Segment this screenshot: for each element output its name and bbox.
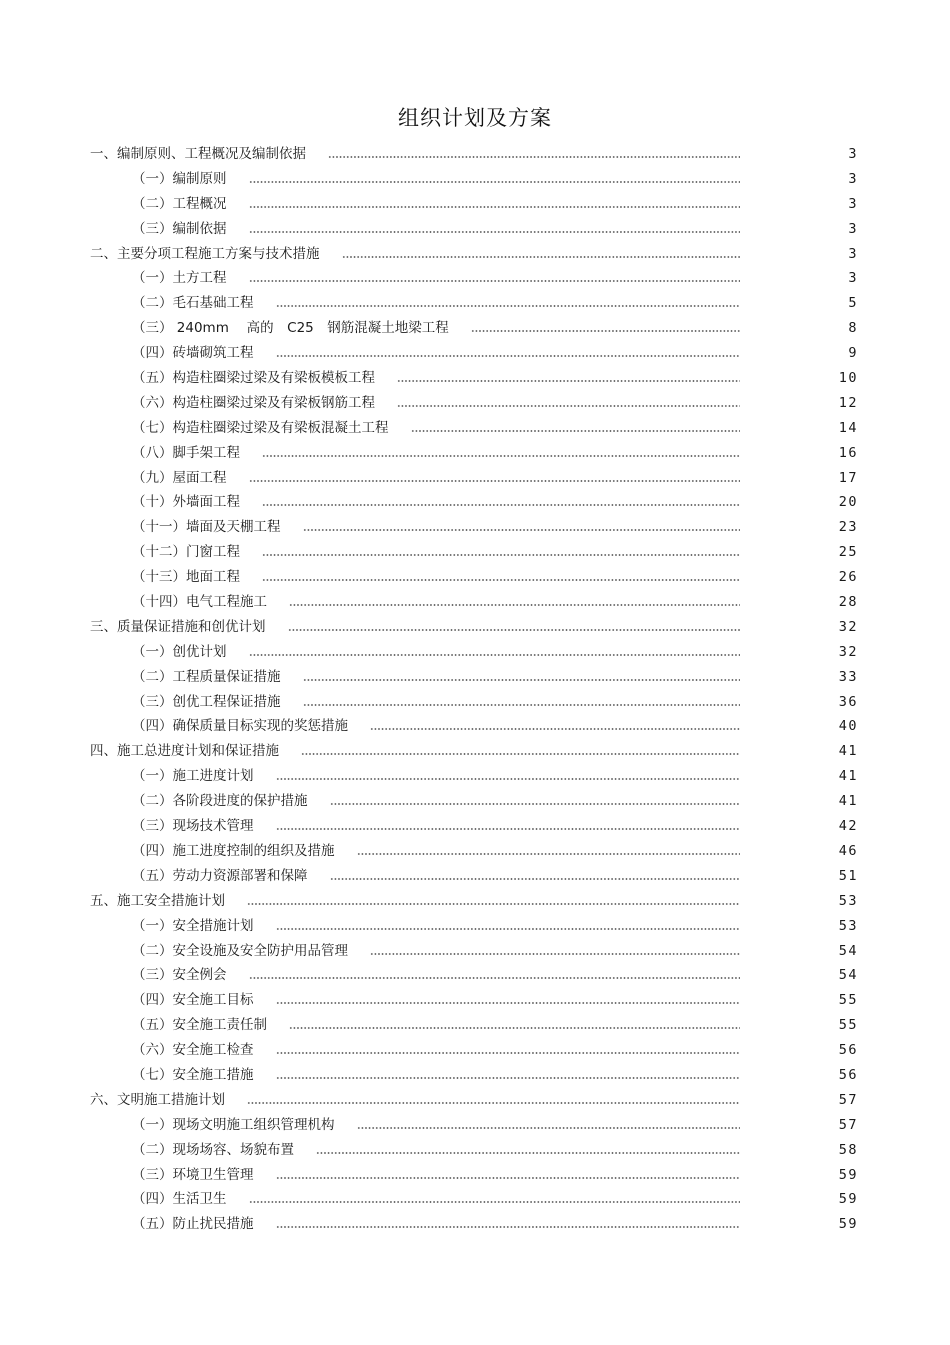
toc-entry-page-number: 25 — [838, 544, 858, 561]
toc-entry-page-number: 53 — [838, 917, 858, 934]
toc-entry-page-number: 59 — [838, 1216, 858, 1233]
toc-entry-page-number: 56 — [838, 1066, 858, 1083]
toc-entry — [0, 266, 950, 291]
toc-dot-leader — [249, 1201, 740, 1203]
toc-dot-leader — [276, 1052, 740, 1054]
toc-dot-leader — [247, 903, 740, 905]
toc-entry-title: （四）施工进度控制的组织及措施 — [132, 842, 335, 859]
toc-entry — [0, 914, 950, 939]
toc-dot-leader — [397, 380, 740, 382]
toc-entry-title: 一、编制原则、工程概况及编制依据 — [90, 146, 306, 162]
toc-dot-leader — [330, 803, 740, 805]
toc-entry-title: 四、施工总进度计划和保证措施 — [90, 743, 279, 760]
toc-entry — [0, 192, 950, 217]
toc-dot-leader — [276, 1002, 740, 1004]
toc-entry-page-number: 40 — [838, 718, 858, 735]
toc-entry-title: （五）安全施工责任制 — [132, 1017, 267, 1034]
toc-dot-leader — [249, 480, 740, 482]
table-of-contents — [0, 142, 950, 1237]
toc-dot-leader — [276, 355, 740, 357]
toc-entry-page-number: 41 — [838, 768, 858, 785]
toc-entry-title: （五）构造柱圈梁过梁及有梁板模板工程 — [132, 370, 375, 387]
toc-entry — [0, 1063, 950, 1088]
toc-dot-leader — [249, 654, 740, 656]
toc-entry-page-number: 14 — [838, 419, 858, 436]
toc-entry-page-number: 3 — [848, 220, 858, 237]
toc-entry-title: （六）安全施工检查 — [132, 1042, 254, 1059]
toc-entry-page-number: 36 — [838, 693, 858, 710]
toc-dot-leader — [357, 1127, 740, 1129]
toc-entry-title: （六）构造柱圈梁过梁及有梁板钢筋工程 — [132, 394, 375, 411]
toc-entry-page-number: 20 — [838, 494, 858, 511]
toc-entry — [0, 963, 950, 988]
toc-entry — [0, 889, 950, 914]
toc-dot-leader — [249, 181, 740, 183]
toc-entry-page-number: 9 — [848, 345, 858, 362]
toc-entry — [0, 665, 950, 690]
toc-entry-title: （四）确保质量目标实现的奖惩措施 — [132, 718, 348, 735]
toc-entry — [0, 316, 950, 341]
toc-dot-leader — [357, 853, 740, 855]
toc-dot-leader — [370, 953, 740, 955]
toc-entry-page-number: 3 — [848, 245, 858, 262]
toc-entry — [0, 939, 950, 964]
toc-dot-leader — [262, 455, 740, 457]
toc-dot-leader — [316, 1152, 740, 1154]
toc-dot-leader — [276, 778, 740, 780]
toc-dot-leader — [276, 1177, 740, 1179]
toc-entry — [0, 1187, 950, 1212]
toc-entry — [0, 441, 950, 466]
toc-entry-title: 三、质量保证措施和创优计划 — [90, 618, 266, 635]
toc-entry-title: （十二）门窗工程 — [132, 544, 240, 561]
toc-dot-leader — [289, 1027, 740, 1029]
toc-entry-page-number: 33 — [838, 668, 858, 685]
toc-entry-page-number: 26 — [838, 569, 858, 586]
toc-entry — [0, 416, 950, 441]
toc-entry — [0, 640, 950, 665]
toc-dot-leader — [276, 828, 740, 830]
toc-dot-leader — [276, 305, 740, 307]
toc-entry-page-number: 59 — [838, 1166, 858, 1183]
toc-entry-title: （一）土方工程 — [132, 270, 227, 287]
toc-entry-title: （一）现场文明施工组织管理机构 — [132, 1116, 335, 1133]
toc-entry-page-number: 57 — [838, 1116, 858, 1133]
toc-entry — [0, 366, 950, 391]
toc-entry — [0, 490, 950, 515]
toc-entry-page-number: 23 — [838, 519, 858, 536]
toc-entry-page-number: 59 — [838, 1191, 858, 1208]
toc-entry-page-number: 57 — [838, 1091, 858, 1108]
toc-dot-leader — [247, 1102, 740, 1104]
toc-entry-page-number: 3 — [848, 170, 858, 187]
toc-entry-title: （十）外墙面工程 — [132, 494, 240, 511]
toc-entry — [0, 615, 950, 640]
toc-dot-leader — [303, 679, 740, 681]
toc-entry-title: （十四）电气工程施工 — [132, 594, 267, 611]
toc-dot-leader — [471, 330, 740, 332]
toc-entry — [0, 864, 950, 889]
toc-entry-page-number: 51 — [838, 867, 858, 884]
toc-entry-title: （一）安全措施计划 — [132, 917, 254, 934]
toc-entry-page-number: 3 — [848, 270, 858, 287]
toc-entry-title: （二）安全设施及安全防护用品管理 — [132, 942, 348, 959]
toc-entry — [0, 391, 950, 416]
toc-entry-title: （四）砖墙砌筑工程 — [132, 345, 254, 362]
toc-entry-title: （二）毛石基础工程 — [132, 295, 254, 312]
toc-entry — [0, 565, 950, 590]
toc-entry-page-number: 55 — [838, 1017, 858, 1034]
toc-dot-leader — [411, 430, 740, 432]
toc-entry-title: （五）劳动力资源部署和保障 — [132, 867, 308, 884]
toc-entry — [0, 1113, 950, 1138]
toc-entry — [0, 1163, 950, 1188]
toc-dot-leader — [276, 1226, 740, 1228]
toc-entry-page-number: 54 — [838, 967, 858, 984]
toc-entry-page-number: 32 — [838, 643, 858, 660]
document-title: 组织计划及方案 — [398, 106, 552, 130]
toc-entry-page-number: 32 — [838, 618, 858, 635]
toc-entry-title: （七）安全施工措施 — [132, 1066, 254, 1083]
toc-entry-title: （二）工程概况 — [132, 195, 227, 212]
toc-entry-title: （二）各阶段进度的保护措施 — [132, 793, 308, 810]
toc-entry — [0, 1088, 950, 1113]
toc-dot-leader — [249, 977, 740, 979]
toc-dot-leader — [288, 629, 740, 631]
toc-entry-title: （三）编制依据 — [132, 220, 227, 237]
toc-entry-title: （三）环境卫生管理 — [132, 1166, 254, 1183]
toc-entry-title: （五）防止扰民措施 — [132, 1216, 254, 1233]
toc-entry — [0, 242, 950, 267]
toc-dot-leader — [249, 231, 740, 233]
toc-dot-leader — [276, 1077, 740, 1079]
toc-entry-title: （九）屋面工程 — [132, 469, 227, 486]
toc-dot-leader — [328, 156, 740, 158]
toc-entry-page-number: 16 — [838, 444, 858, 461]
toc-entry-page-number: 58 — [838, 1141, 858, 1158]
toc-entry-page-number: 55 — [838, 992, 858, 1009]
toc-dot-leader — [249, 206, 740, 208]
toc-dot-leader — [289, 604, 740, 606]
toc-entry-title: 五、施工安全措施计划 — [90, 892, 225, 909]
toc-entry — [0, 789, 950, 814]
toc-dot-leader — [262, 504, 740, 506]
toc-dot-leader — [303, 704, 740, 706]
toc-entry — [0, 1013, 950, 1038]
toc-entry-title: （八）脚手架工程 — [132, 444, 240, 461]
toc-entry-page-number: 54 — [838, 942, 858, 959]
toc-entry — [0, 988, 950, 1013]
toc-dot-leader — [342, 256, 740, 258]
toc-entry — [0, 341, 950, 366]
toc-entry — [0, 1138, 950, 1163]
toc-entry-title: （四）安全施工目标 — [132, 992, 254, 1009]
toc-entry-page-number: 28 — [838, 594, 858, 611]
toc-dot-leader — [249, 280, 740, 282]
toc-entry-title: （三） 240mm 高的 C25 钢筋混凝土地梁工程 — [132, 320, 449, 337]
toc-entry — [0, 839, 950, 864]
toc-entry — [0, 217, 950, 242]
toc-dot-leader — [301, 753, 740, 755]
toc-entry-title: （三）现场技术管理 — [132, 818, 254, 835]
toc-entry-page-number: 53 — [838, 892, 858, 909]
toc-entry — [0, 590, 950, 615]
toc-entry — [0, 142, 950, 167]
toc-dot-leader — [276, 928, 740, 930]
toc-entry-title: （一）创优计划 — [132, 643, 227, 660]
toc-entry — [0, 515, 950, 540]
toc-entry-title: （二）工程质量保证措施 — [132, 668, 281, 685]
toc-entry-title: （十三）地面工程 — [132, 569, 240, 586]
toc-dot-leader — [397, 405, 740, 407]
toc-entry-page-number: 41 — [838, 793, 858, 810]
toc-entry-title: （一）施工进度计划 — [132, 768, 254, 785]
toc-entry — [0, 739, 950, 764]
toc-dot-leader — [303, 529, 740, 531]
toc-entry-page-number: 8 — [848, 320, 858, 337]
toc-entry — [0, 1038, 950, 1063]
toc-entry-page-number: 17 — [838, 469, 858, 486]
toc-entry-title: （七）构造柱圈梁过梁及有梁板混凝土工程 — [132, 419, 389, 436]
toc-entry — [0, 690, 950, 715]
toc-entry-title: 六、文明施工措施计划 — [90, 1091, 225, 1108]
toc-entry-page-number: 3 — [848, 195, 858, 212]
toc-dot-leader — [370, 728, 740, 730]
toc-entry-page-number: 3 — [848, 146, 858, 162]
toc-entry-page-number: 12 — [838, 394, 858, 411]
toc-entry-page-number: 5 — [848, 295, 858, 312]
toc-entry — [0, 1212, 950, 1237]
toc-entry — [0, 814, 950, 839]
toc-entry-page-number: 10 — [838, 370, 858, 387]
toc-entry-page-number: 42 — [838, 818, 858, 835]
toc-entry — [0, 764, 950, 789]
toc-entry — [0, 540, 950, 565]
toc-entry — [0, 466, 950, 491]
toc-entry-title: 二、主要分项工程施工方案与技术措施 — [90, 245, 320, 262]
toc-entry-title: （三）创优工程保证措施 — [132, 693, 281, 710]
toc-entry — [0, 714, 950, 739]
toc-entry-title: （四）生活卫生 — [132, 1191, 227, 1208]
toc-dot-leader — [262, 554, 740, 556]
toc-entry-page-number: 56 — [838, 1042, 858, 1059]
toc-entry-title: （一）编制原则 — [132, 170, 227, 187]
toc-entry-page-number: 46 — [838, 842, 858, 859]
toc-entry-title: （三）安全例会 — [132, 967, 227, 984]
toc-entry-title: （十一）墙面及天棚工程 — [132, 519, 281, 536]
toc-dot-leader — [330, 878, 740, 880]
toc-entry-page-number: 41 — [838, 743, 858, 760]
toc-entry-title: （二）现场场容、场貌布置 — [132, 1141, 294, 1158]
toc-entry — [0, 291, 950, 316]
toc-entry — [0, 167, 950, 192]
toc-dot-leader — [262, 579, 740, 581]
